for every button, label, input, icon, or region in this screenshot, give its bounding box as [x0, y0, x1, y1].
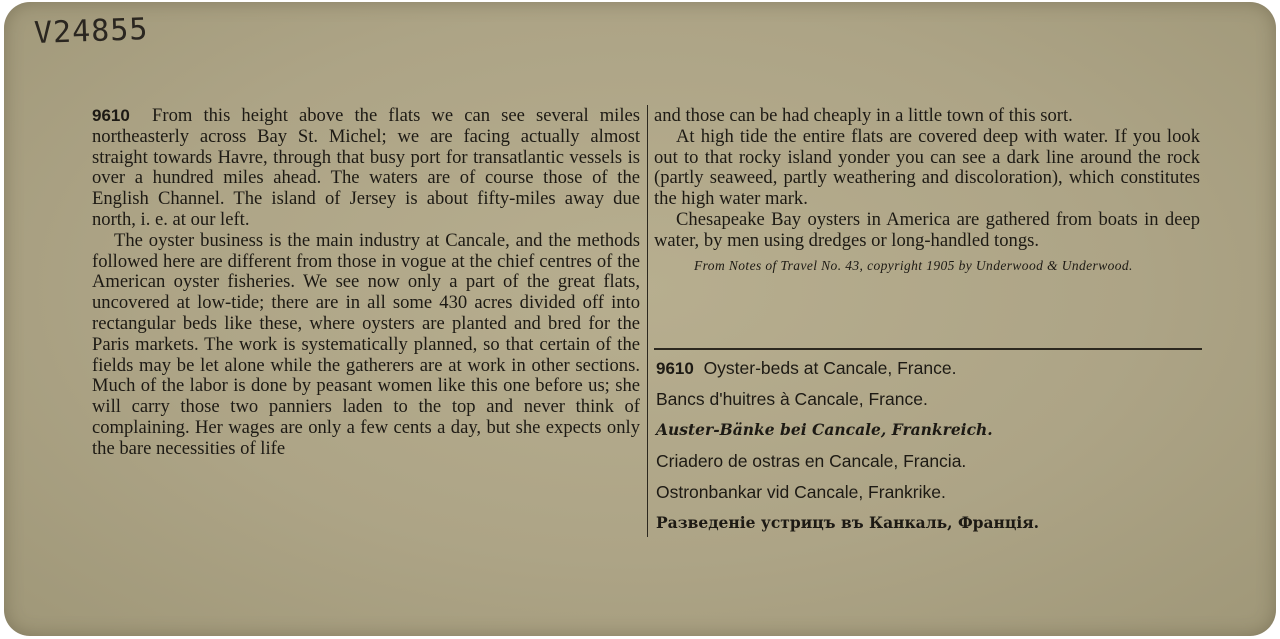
paragraph-chesapeake: Chesapeake Bay oysters in America are gathered from boats in deep water, by men using dredges or long-handled tongs.	[654, 208, 1200, 251]
paragraph-intro	[92, 106, 640, 231]
paragraph-intro-text: From this height above the flats we can see several miles northeasterly across Bay St. Michel; we are facing actually almost straight towards Havre, through that busy port for transatlantic vessels is over a hundred miles ahead. The waters are of course those of the English Channel. The island of Jersey is about fifty-miles away due north, i. e. at our left.	[92, 105, 641, 230]
description-right-column	[654, 106, 1200, 273]
paragraph-high-tide: At high tide the entire flats are covered deep with water. If you look out to that rocky island yonder you can see a dark line around the rock (partly seaweed, partly weathering and discoloration), which constitutes the high water mark.	[654, 125, 1200, 210]
title-english	[656, 355, 1202, 386]
handwritten-catalog-number: V24855	[33, 12, 149, 51]
copyright-credit: From Notes of Travel No. 43, copyright 1905 by Underwood & Underwood.	[694, 257, 1133, 273]
view-number: 9610	[92, 106, 130, 125]
multilingual-titles	[656, 355, 1202, 541]
paragraph-continuation: and those can be had cheaply in a little town of this sort.	[654, 105, 1073, 126]
title-number: 9610	[656, 359, 694, 378]
title-french: Bancs d'huitres à Cancale, France.	[656, 389, 928, 409]
title-german: Auster-Bänke bei Cancale, Frankreich.	[656, 420, 993, 439]
paragraph-oyster-business: The oyster business is the main industry at Cancale, and the methods followed here are different from those in vogue at the chief centres of the American oyster fisheries. We see now only a part of the great flats, uncovered at low-tide; there are in all some 430 acres divided off into rectangular beds like these, where oysters are planted and bred for the Paris markets. The work is systematically planned, so that certain of the fields may be let alone while the gatherers are at work in other sections. Much of the labor is done by peasant women like this one before us; she will carry those two panniers laden to the top and never think of complaining. Her wages are only a few cents a day, but she expects only the bare necessities of life	[92, 229, 640, 459]
title-swedish: Ostronbankar vid Cancale, Frankrike.	[656, 482, 946, 502]
title-separator-rule	[654, 348, 1202, 350]
description-left-column	[92, 106, 640, 460]
column-divider	[647, 105, 648, 537]
title-russian: Разведеніе устрицъ въ Канкаль, Франція.	[656, 513, 1040, 532]
title-spanish: Criadero de ostras en Cancale, Francia.	[656, 451, 967, 471]
stereoview-card-back	[4, 2, 1276, 636]
title-english-text: Oyster-beds at Cancale, France.	[703, 358, 957, 378]
